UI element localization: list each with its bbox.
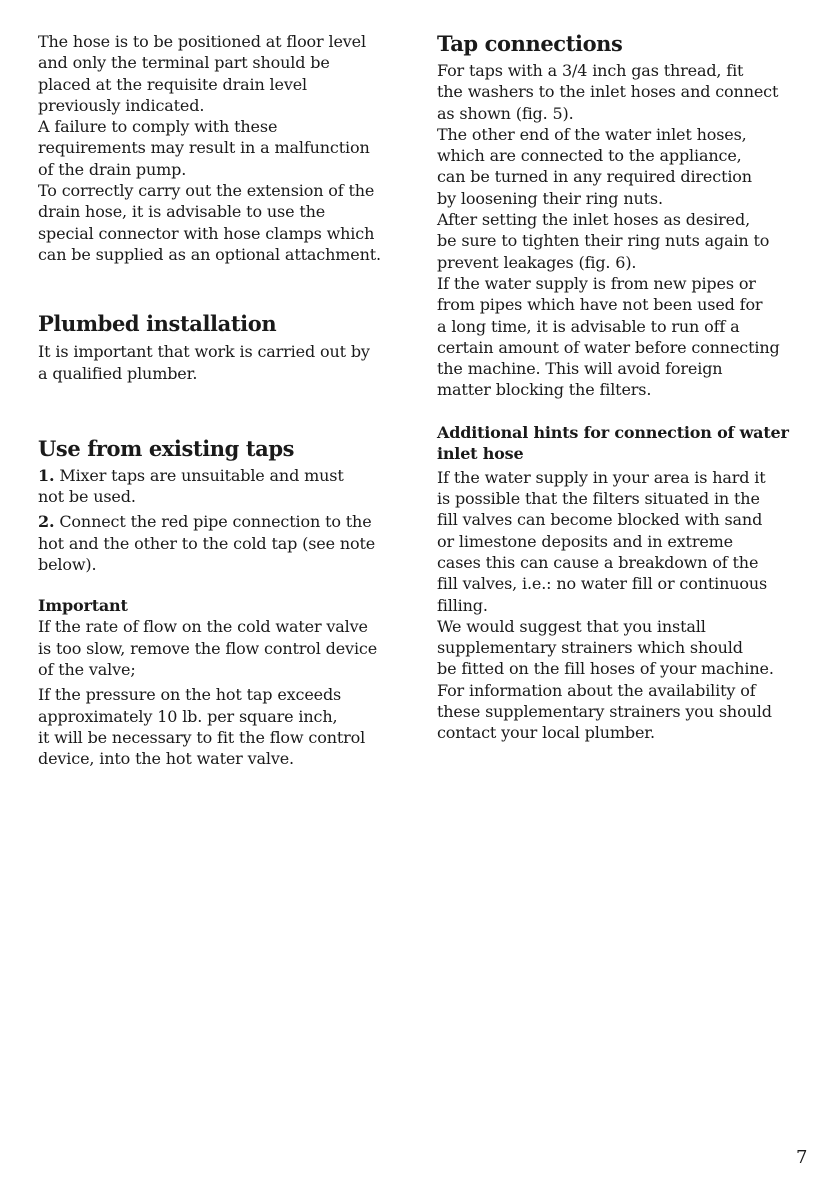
important-heading: Important — [38, 596, 128, 616]
item-1-number: 1. — [38, 465, 55, 485]
plumbed-installation-heading: Plumbed installation — [38, 311, 277, 337]
important-paragraph-2: If the pressure on the hot tap exceeds approximately 10 lb. per square inch, it will be necessary to fit the flow control device, into the hot water valve. — [38, 685, 366, 769]
item-2-number: 2. — [38, 512, 55, 532]
additional-hints-paragraph: If the water supply in your area is hard it is possible that the filters situated in the fill valves can become blocked with sand or limestone deposits and in extreme cases this can cause a breakdown of the fill valves, i.e.: no water fill or continuous filling. We would suggest that you install supplementary strainers which should be fitted on the fill hoses of your machine. For information about the availability of these supplementary strainers you should contact your local plumber. — [437, 467, 774, 743]
page-number: 7 — [796, 1147, 808, 1168]
existing-taps-item-2 — [38, 511, 413, 575]
existing-taps-item-1 — [38, 465, 413, 508]
item-2-text: Connect the red pipe connection to the hot and the other to the cold tap (see note below). — [38, 512, 376, 575]
drain-hose-paragraph: The hose is to be positioned at floor level and only the terminal part should be placed at the requisite drain level previously indicated. A failure to comply with these requirements may result in a malfunction of the drain pump. To correctly carry out the extension of the drain hose, it is advisable to use the special connector with hose clamps which can be supplied as an optional attachment. — [38, 32, 381, 264]
plumbed-installation-paragraph: It is important that work is carried out by a qualified plumber. — [38, 342, 370, 383]
item-1-text: Mixer taps are unsuitable and must not be used. — [38, 465, 344, 507]
existing-taps-heading: Use from existing taps — [38, 435, 295, 461]
additional-hints-heading: Additional hints for connection of water inlet hose — [437, 422, 789, 463]
left-column — [38, 31, 413, 769]
tap-connections-paragraph: For taps with a 3/4 inch gas thread, fit the washers to the inlet hoses and connect as shown (fig. 5). The other end of the water inlet hoses, which are connected to the appliance, can be turned in any required direction by loosening their ring nuts. After setting the inlet hoses as desired, be sure to tighten their ring nuts again to prevent leakages (fig. 6). If the water supply is from new pipes or from pipes which have not been used for a long time, it is advisable to run off a certain amount of water before connecting the machine. This will avoid foreign matter blocking the filters. — [437, 61, 780, 400]
important-paragraph-1: If the rate of flow on the cold water valve is too slow, remove the flow control device of the valve; — [38, 617, 378, 679]
right-column — [437, 31, 812, 744]
tap-connections-heading: Tap connections — [437, 31, 623, 56]
